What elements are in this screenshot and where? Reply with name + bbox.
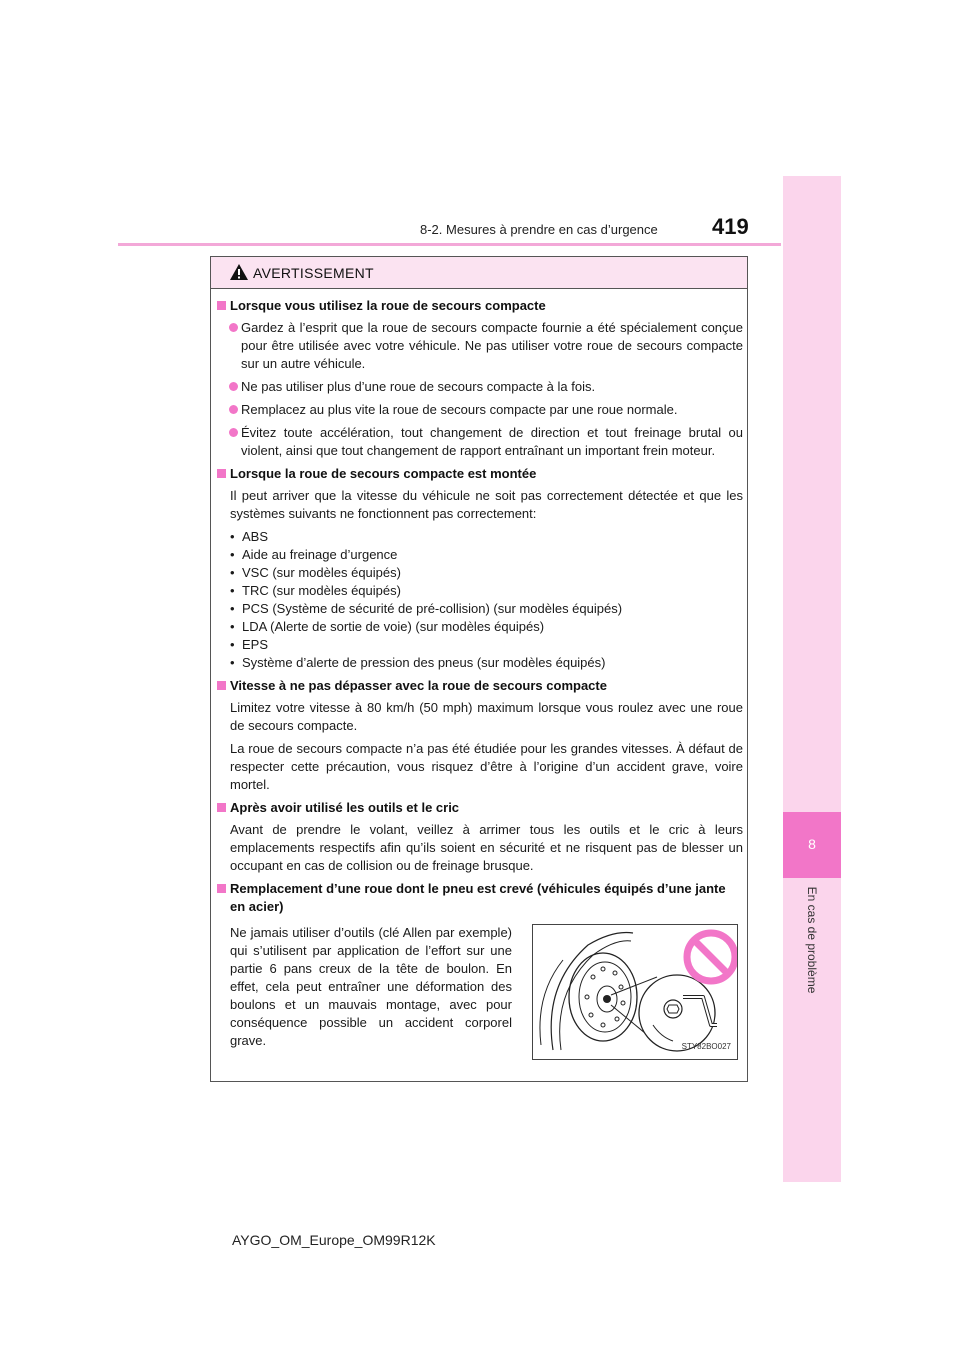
section-heading: Vitesse à ne pas dépasser avec la roue de secours compacte — [217, 677, 743, 695]
header-rule — [118, 243, 781, 246]
section-heading: Remplacement d’une roue dont le pneu est crevé (véhicules équipés d’une jante en acier) — [217, 880, 743, 916]
paragraph: Ne jamais utiliser d’outils (clé Allen par exemple) qui s’utilisent par application de l’effort sur une partie 6 pans creux de la tête de boulon. En effet, cela peut entraîner une déformation des boulons et un mauvais montage, avec pour conséquence possible un accident corporel grave. — [230, 925, 512, 1048]
chapter-label: En cas de problème — [805, 886, 819, 994]
paragraph: Il peut arriver que la vitesse du véhicule ne soit pas correctement détectée et que les systèmes suivants ne fonctionnent pas correctement: — [230, 488, 743, 521]
warning-title: AVERTISSEMENT — [253, 265, 374, 281]
list-item: • EPS — [230, 637, 269, 652]
list-item: • LDA (Alerte de sortie de voie) (sur modèles équipés) — [230, 619, 545, 634]
chapter-number-tab — [783, 812, 841, 878]
warning-triangle-icon — [229, 263, 249, 281]
bullet-item: Remplacez au plus vite la roue de secours compacte par une roue normale. — [217, 401, 743, 419]
list-item: • TRC (sur modèles équipés) — [230, 583, 401, 598]
wheel-illustration — [532, 924, 738, 1060]
paragraph: Avant de prendre le volant, veillez à arrimer tous les outils et le cric à leurs emplacements respectifs afin qu’ils soient en sécurité et ne risquent pas de blesser un occupant en cas de collision ou de freinage brusque. — [230, 822, 743, 873]
chapter-side-band — [783, 176, 841, 1182]
paragraph: Limitez votre vitesse à 80 km/h (50 mph) maximum lorsque vous roulez avec une roue de secours compacte. — [230, 700, 743, 733]
section-heading: Lorsque la roue de secours compacte est montée — [217, 465, 743, 483]
warning-content — [217, 297, 743, 1070]
bullet-item: Gardez à l’esprit que la roue de secours compacte fournie a été spécialement conçue pour être utilisée avec votre véhicule. Ne pas utiliser votre roue de secours compacte sur un autre véhicule. — [217, 319, 743, 373]
bullet-item: Ne pas utiliser plus d’une roue de secours compacte à la fois. — [217, 378, 743, 396]
list-item: • ABS — [230, 529, 269, 544]
list-item: • Système d’alerte de pression des pneus (sur modèles équipés) — [230, 655, 606, 670]
list-item: • VSC (sur modèles équipés) — [230, 565, 401, 580]
list-item: • Aide au freinage d’urgence — [230, 547, 398, 562]
list-item: • PCS (Système de sécurité de pré-collision) (sur modèles équipés) — [230, 601, 623, 616]
bullet-item: Évitez toute accélération, tout changement de direction et tout freinage brutal ou violent, ainsi que tout changement de rapport entraînant un important frein moteur. — [217, 424, 743, 460]
warning-header — [211, 257, 747, 289]
last-section-row — [217, 920, 743, 1070]
chapter-number: 8 — [808, 836, 816, 852]
paragraph: La roue de secours compacte n’a pas été étudiée pour les grandes vitesses. À défaut de respecter cette précaution, vous risquez d’être à l’origine d’un accident grave, voire mortel. — [230, 741, 743, 792]
page-number: 419 — [712, 214, 749, 239]
section-title: 8-2. Mesures à prendre en cas d’urgence — [420, 222, 658, 237]
warning-box — [210, 256, 748, 1082]
document-id: AYGO_OM_Europe_OM99R12K — [232, 1232, 436, 1248]
figure-code: STY82BO027 — [681, 1042, 731, 1051]
systems-list — [217, 528, 743, 672]
section-heading: Lorsque vous utilisez la roue de secours compacte — [217, 297, 743, 315]
section-heading: Après avoir utilisé les outils et le cric — [217, 799, 743, 817]
